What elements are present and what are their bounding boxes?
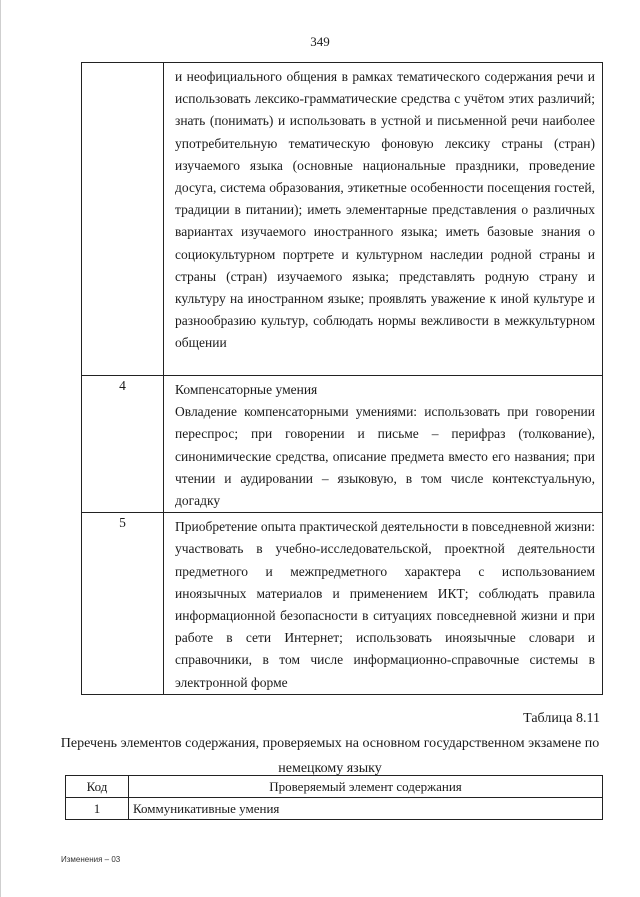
table-row [82,63,603,376]
table-row [82,513,603,695]
row-number-cell: 5 [82,513,164,695]
table-title: Перечень элементов содержания, проверяемых на основном государственном экзамене по немецкому языку [60,736,600,776]
continuation-table [81,62,603,695]
row-element: Коммуникативные умения [129,798,603,820]
header-element: Проверяемый элемент содержания [129,776,603,798]
table-row [82,376,603,513]
content-elements-table [65,775,603,820]
row-paragraph: Приобретение опыта практической деятельности в повседневной жизни: участвовать в учебно-исследовательской, проектной деятельности предметного и межпредметного характера с использованием иноязычных материалов и применением ИКТ; соблюдать правила информационной безопасности в ситуациях повседневной жизни и при работе в сети Интернет; использовать иноязычные словари и справочники, в том числе информационно-справочные системы в электронной форме [175,519,595,690]
row-number-cell [82,63,164,376]
footer-note: Изменения – 03 [61,855,121,864]
row-paragraph: и неофициального общения в рамках тематического содержания речи и использовать лексико-грамматические средства с учётом этих различий; знать (понимать) и использовать в устной и письменной речи наиболее употребительную тематическую фоновую лексику страны (стран) изучаемого языка (основные национальные праздники, проведение досуга, система образования, этикетные особенности посещения гостей, традиции в питании); иметь элементарные представления о различных вариантах изучаемого иностранного языка; иметь базовые знания о социокультурном портрете и культурном наследии родной страны и страны (стран) изучаемого языка; представлять родную страну и культуру на иностранном языке; проявлять уважение к иной культуре и разнообразию культур, соблюдать нормы вежливости в межкультурном общении [175,69,595,351]
table-header-row [66,776,603,798]
row-paragraph: Овладение компенсаторными умениями: использовать при говорении переспрос; при говорении и письме – перифраз (толкование), синонимические средства, описание предмета вместо его названия; при чтении и аудировании – языковую, в том числе контекстуальную, догадку [175,404,595,509]
table-caption: Таблица 8.11 [523,711,600,726]
header-code: Код [66,776,129,798]
row-content-cell [164,513,603,695]
row-code: 1 [66,798,129,820]
row-number-cell: 4 [82,376,164,513]
page-number: 349 [310,34,330,49]
row-subheading: Компенсаторные умения [175,382,318,397]
table-row [66,798,603,820]
row-content-cell [164,63,603,376]
row-content-cell [164,376,603,513]
